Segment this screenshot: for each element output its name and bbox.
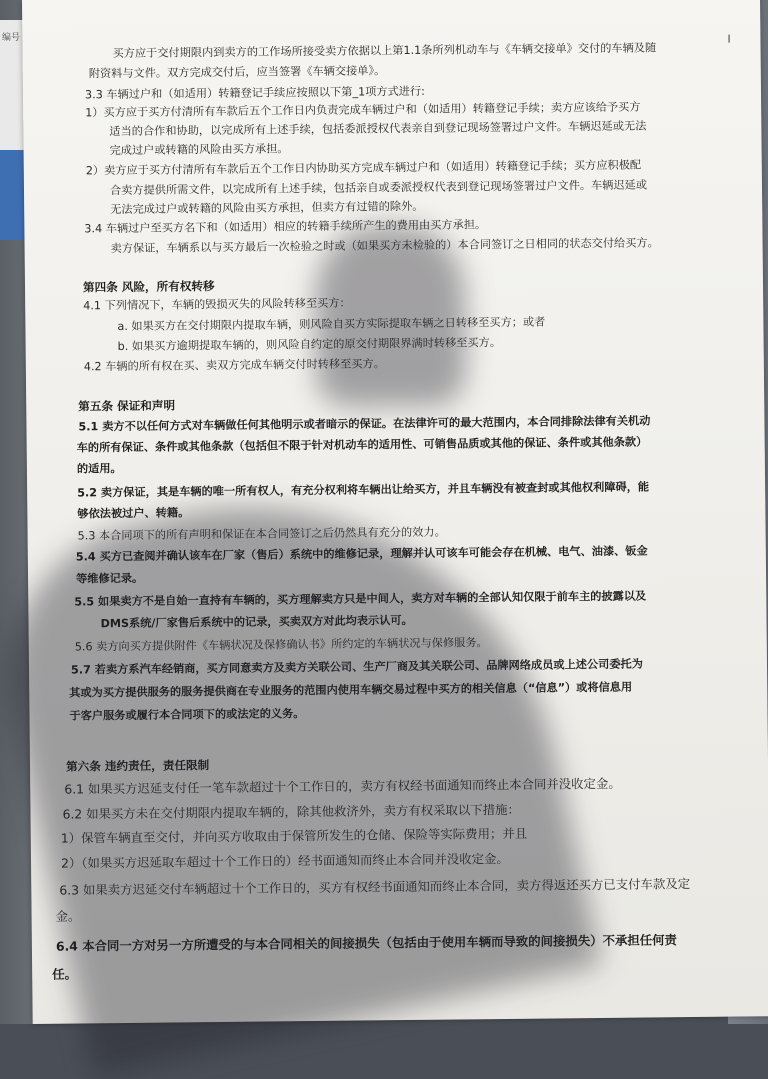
text-line: 5.3 本合同项下的所有声明和保证在本合同签订之后仍然具有充分的效力。 [77,525,446,543]
text-line: 3.3 车辆过户和（如适用）转籍登记手续应按照以下第_1项方式进行: [84,84,425,102]
text-line: 4.1 下列情况下，车辆的毁损灭失的风险转移至买方： [83,296,351,313]
text-line: 4.2 车辆的所有权在买、卖双方完成车辆交付时转移至买方。 [83,357,385,374]
text-line: 无法完成过户或转籍的风险由买方承担，但卖方有过错的除外。 [110,199,424,217]
contract-page [22,0,768,1024]
text-line: 5.6 卖方向买方提供附件《车辆状况及保修确认书》所约定的车辆状况与保修服务。 [74,636,488,654]
text-line: 2）（如果买方迟延取车超过十个工作日的）经书面通知而终止本合同并没收定金。 [60,850,509,871]
text-line: 其或为买方提供服务的服务提供商在专业服务的范围内使用车辆交易过程中买方的相关信息（“信息”）或将信息用 [69,680,633,700]
text-line: 车的所有保证、条件或其他条款（包括但不限于针对机动车的适用性、可销售品质或其他的保证、条件或其他条款） [76,435,648,455]
text-line: a. 如果买方在交付期限内提取车辆，则风险自买方实际提取车辆之日转移至买方；或者 [117,315,546,334]
text-line: b. 如果买方逾期提取车辆的，则风险自约定的原交付期限界满时转移至买方。 [117,336,502,354]
text-line: 1）保管车辆直至交付，并向买方收取由于保管所发生的仓储、保险等实际费用；并且 [60,825,528,846]
text-line: 6.2 如果买方未在交付期限内提取车辆的，除其他救济外，卖方有权采取以下措施： [62,801,520,822]
text-line: 适当的合作和协助，以完成所有上述手续，包括委派授权代表亲自到登记现场签署过户文件。车辆迟延或无法 [109,119,647,139]
text-line: 的适用。 [76,461,122,476]
text-line: 附资料与文件。双方完成交付后，应当签署《车辆交接单》。 [88,64,386,81]
text-line: 5.2 卖方保证，其是车辆的唯一所有权人，有充分权利将车辆出让给买方，并且车辆没有被查封或其他权利障碍，能 [77,480,650,500]
text-line: 买方应于交付期限内到卖方的工作场所接受卖方依据以上第1.1条所列机动车与《车辆交接单》交付的车辆及随 [112,41,657,61]
text-line: 5.4 买方已查阅并确认该车在厂家（售后）系统中的维修记录，理解并认可该车可能会存在机械、电气、油漆、钣金 [75,544,648,564]
section-heading: 第四条 风险，所有权转移 [82,278,215,295]
text-line: 2）卖方应于买方付清所有车款后五个工作日内协助买方完成车辆过户和（如适用）转籍登记手续；买方应积极配 [85,158,642,178]
text-line: 3.4 车辆过户至买方名下和（如适用）相应的转籍手续所产生的费用由买方承担。 [84,218,487,236]
text-line: 1）买方应于买方付清所有车款后五个工作日内负责完成车辆过户和（如适用）转籍登记手续；卖方应该给予买方 [85,100,641,120]
text-line: 卖方保证，车辆系以与买方最后一次检验之时或（如果买方未检验的）本合同签订之日相同的状态交付给买方。 [110,236,659,256]
text-line: 5.7 若卖方系汽车经销商，买方同意卖方及卖方关联公司、生产厂商及其关联公司、品牌网络成员或上述公司委托为 [70,657,643,677]
section-heading: 第五条 保证和声明 [78,398,176,414]
text-line: 等维修记录。 [75,571,144,586]
text-line: DMS系统/厂家售后系统中的记录，买卖双方对此均表示认可。 [100,613,413,631]
page-number: I [727,32,731,46]
text-line: 完成过户或转籍的风险由买方承担。 [109,142,289,158]
desk-note-tag: 编号 [2,33,21,43]
text-line: 6.3 如果卖方迟延交付车辆超过十个工作日的，买方有权经书面通知而终止本合同，卖方得返还买方已支付车款及定 [59,876,691,898]
text-line: 够依法被过户、转籍。 [77,506,190,521]
text-line: 合卖方提供所需文件，以完成所有上述手续，包括亲自或委派授权代表到登记现场签署过户文件。车辆迟延或 [109,178,648,198]
text-line: 金。 [55,908,81,924]
text-line: 任。 [52,966,78,982]
text-line: 5.5 如果卖方不是自始一直持有车辆的，买方理解卖方只是中间人，卖方对车辆的全部认知仅限于前车主的披露以及 [74,589,647,609]
text-line: 5.1 卖方不以任何方式对车辆做任何其他明示或者暗示的保证。在法律许可的最大范围内，本合同排除法律有关机动 [78,414,651,434]
text-line: 于客户服务或履行本合同项下的或法定的义务。 [69,707,305,723]
text-line: 6.4 本合同一方对另一方所遭受的与本合同相关的间接损失（包括由于使用车辆而导致的间接损失）不承担任何责 [55,932,677,954]
text-line: 6.1 如果买方迟延支付任一笔车款超过十个工作日的，卖方有权经书面通知而终止本合同并没收定金。 [64,775,621,797]
section-heading: 第六条 违约责任，责任限制 [65,758,210,774]
